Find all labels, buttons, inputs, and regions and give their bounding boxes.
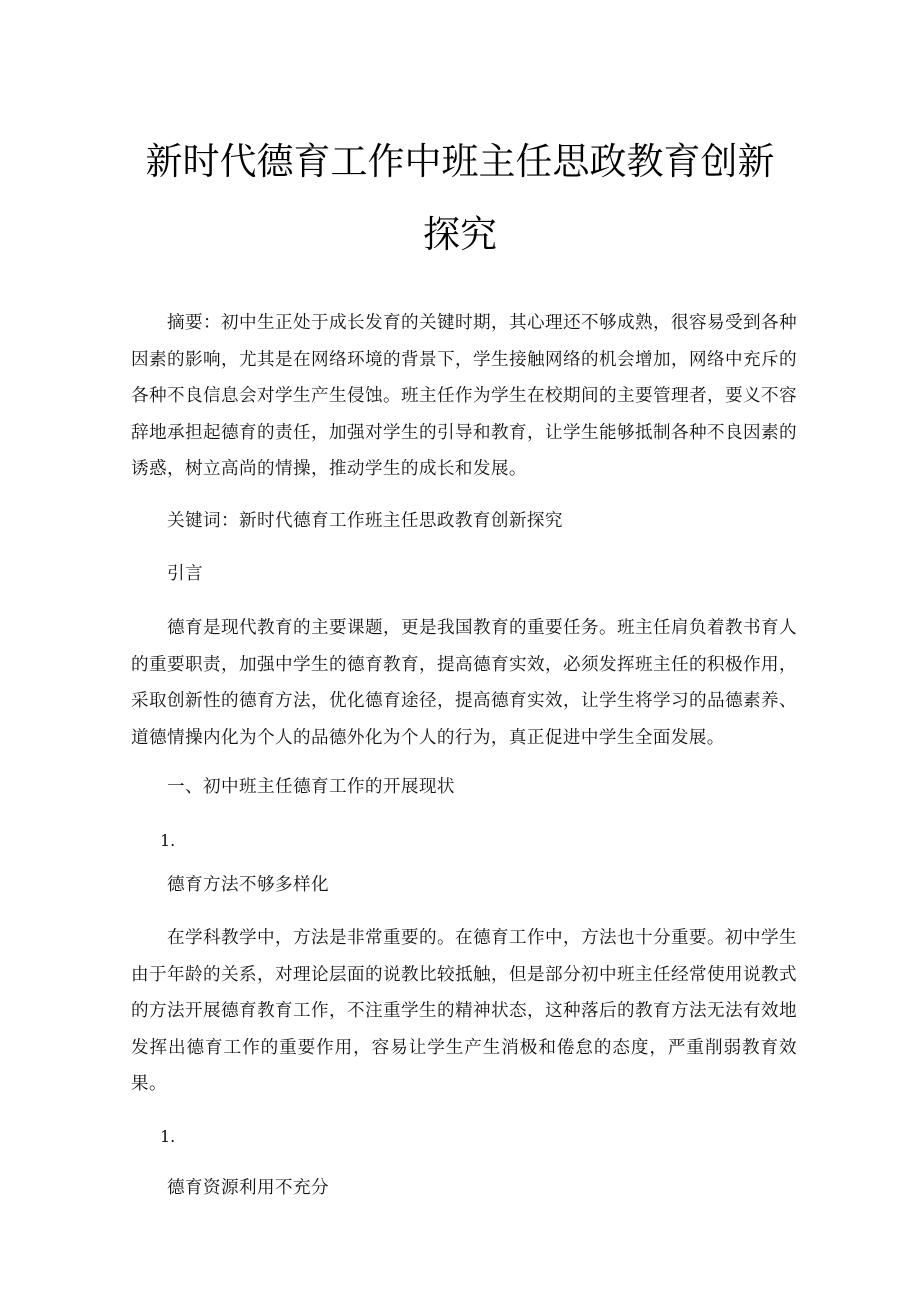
- subsection-heading: 德育资源利用不充分: [167, 1178, 329, 1198]
- keywords-line: 关键词：新时代德育工作班主任思政教育创新探究: [167, 511, 563, 531]
- intro-paragraph: 德育是现代教育的主要课题，更是我国教育的重要任务。班主任肩负着教书育人的重要职责，加强中学生的德育教育，提高德育实效，必须发挥班主任的积极作用，采取创新性的德育方法，优化德育途径，提高德育实效，让学生将学习的品德素养、道德情操内化为个人的品德外化为个人的行为，真正促进中学生全面发展。: [131, 618, 797, 748]
- subsection-heading: 德育方法不够多样化: [167, 875, 329, 895]
- list-number: 1.: [160, 1127, 176, 1146]
- document-title-line-1: 新时代德育工作中班主任思政教育创新: [145, 140, 775, 183]
- body-paragraph: 在学科教学中，方法是非常重要的。在德育工作中，方法也十分重要。初中学生由于年龄的关系，对理论层面的说教比较抵触，但是部分初中班主任经常使用说教式的方法开展德育教育工作，不注重学生的精神状态，这种落后的教育方法无法有效地发挥出德育工作的重要作用，容易让学生产生消极和倦怠的态度，严重削弱教育效果。: [131, 928, 797, 1094]
- section-heading: 一、初中班主任德育工作的开展现状: [167, 777, 455, 797]
- abstract-paragraph: 摘要：初中生正处于成长发育的关键时期，其心理还不够成熟，很容易受到各种因素的影响，尤其是在网络环境的背景下，学生接触网络的机会增加，网络中充斥的各种不良信息会对学生产生侵蚀。班主任作为学生在校期间的主要管理者，要义不容辞地承担起德育的责任，加强对学生的引导和教育，让学生能够抵制各种不良因素的诱惑，树立高尚的情操，推动学生的成长和发展。: [131, 313, 797, 479]
- intro-heading: 引言: [167, 564, 203, 584]
- list-number: 1.: [160, 831, 176, 850]
- document-title-line-2: 探究: [423, 213, 497, 256]
